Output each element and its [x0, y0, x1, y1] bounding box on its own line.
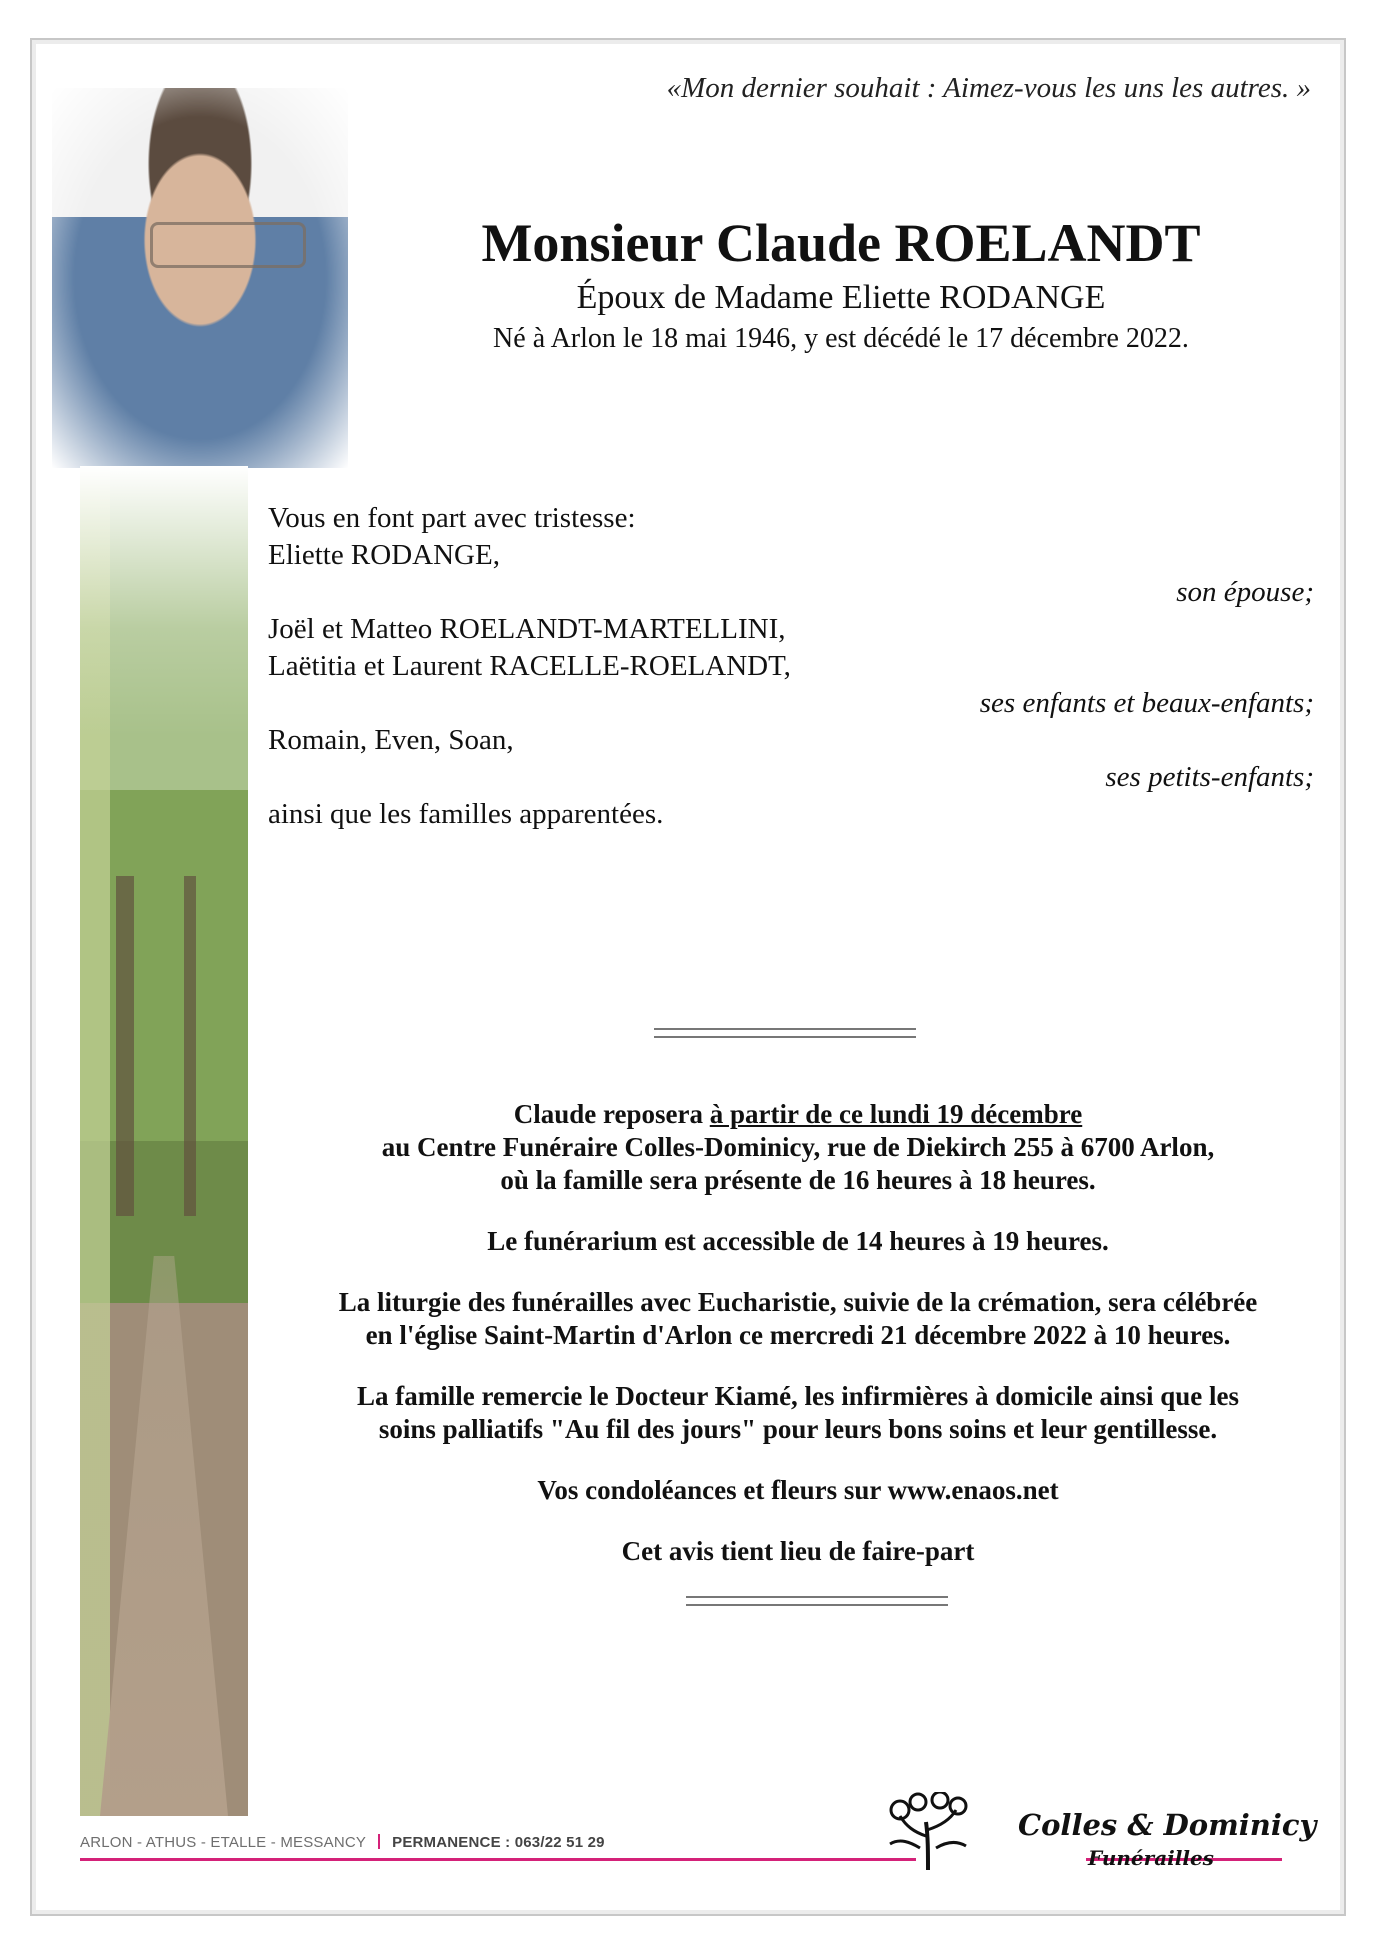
tree-trunk	[184, 876, 196, 1216]
family-intro: Vous en font part avec tristesse:	[268, 502, 636, 534]
thanks-line: soins palliatifs "Au fil des jours" pour leurs bons soins et leur gentillesse.	[378, 1414, 1218, 1444]
funerarium-hours: Le funérarium est accessible de 14 heures à 19 heures.	[487, 1226, 1109, 1256]
epigraph-quote: «Mon dernier souhait : Aimez-vous les uns les autres. »	[666, 72, 1311, 104]
condolences-link[interactable]: Vos condoléances et fleurs sur www.enaos.net	[537, 1475, 1059, 1505]
thanks-line: La famille remercie le Docteur Kiamé, les infirmières à domicile ainsi que les	[356, 1381, 1240, 1411]
glasses-detail	[150, 222, 306, 268]
forest-path	[100, 1256, 228, 1816]
spouse-name: Eliette RODANGE,	[268, 539, 500, 571]
viewing-hours: où la famille sera présente de 16 heures à 18 heures.	[500, 1165, 1096, 1195]
liturgy-line: en l'église Saint-Martin d'Arlon ce mercredi 21 décembre 2022 à 10 heures.	[365, 1320, 1231, 1350]
grandchildren-relation: ses petits-enfants;	[1105, 761, 1314, 793]
child-line: Laëtitia et Laurent RACELLE-ROELANDT,	[268, 650, 791, 682]
portrait-photo	[52, 88, 348, 468]
double-rule-divider	[686, 1596, 948, 1606]
brand-subtitle: Funérailles	[1088, 1846, 1214, 1870]
footer-divider	[378, 1834, 380, 1849]
family-closing: ainsi que les familles apparentées.	[268, 798, 664, 830]
footer-permanence: PERMANENCE : 063/22 51 29	[392, 1834, 605, 1851]
liturgy-line: La liturgie des funérailles avec Eucharistie, suivie de la crémation, sera célébrée	[338, 1287, 1258, 1317]
child-line: Joël et Matteo ROELANDT-MARTELLINI,	[268, 613, 786, 645]
children-relation: ses enfants et beaux-enfants;	[979, 687, 1314, 719]
tree-trunk	[116, 876, 134, 1216]
viewing-location: au Centre Funéraire Colles-Dominicy, rue de Diekirch 255 à 6700 Arlon,	[381, 1132, 1215, 1162]
viewing-date: à partir de ce lundi 19 décembre	[709, 1099, 1083, 1129]
deceased-name: Monsieur Claude ROELANDT	[481, 213, 1201, 273]
spouse-line: Époux de Madame Eliette RODANGE	[576, 279, 1106, 316]
forest-path-image	[80, 466, 248, 1816]
footer-locations: ARLON - ATHUS - ETALLE - MESSANCY	[80, 1834, 367, 1851]
spouse-relation: son épouse;	[1176, 576, 1314, 608]
grandchildren-names: Romain, Even, Soan,	[268, 724, 514, 756]
footer-accent-line	[80, 1858, 916, 1861]
funeral-details	[266, 1098, 1330, 1596]
double-rule-divider	[654, 1028, 916, 1038]
birth-death-dates: Né à Arlon le 18 mai 1946, y est décédé le 17 décembre 2022.	[493, 323, 1189, 354]
brand-name: Colles & Dominicy	[1018, 1808, 1317, 1842]
notice-line: Cet avis tient lieu de faire-part	[621, 1536, 975, 1566]
viewing-intro: Claude reposera	[513, 1099, 710, 1129]
footer-contact	[80, 1834, 605, 1851]
tree-logo-icon	[884, 1792, 972, 1872]
family-announcement	[268, 500, 1314, 833]
